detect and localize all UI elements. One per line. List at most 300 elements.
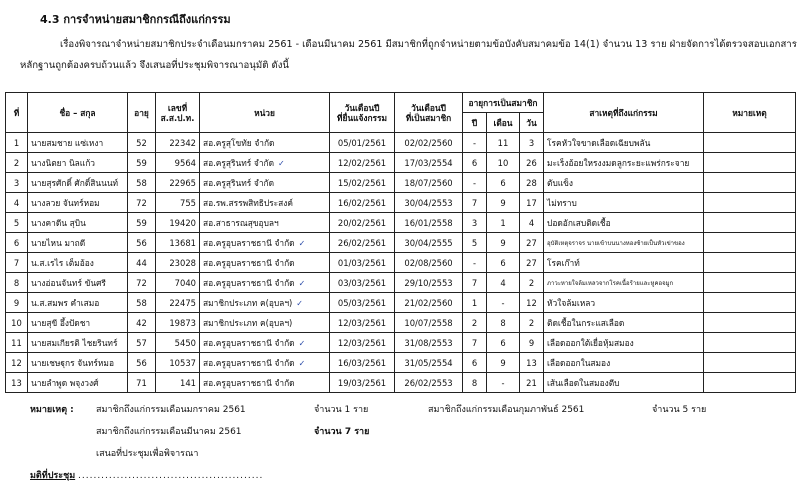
cell-months-text: 9 (500, 357, 506, 368)
cell-age (128, 253, 156, 273)
cell-age-text: 56 (136, 237, 147, 248)
cell-unit (200, 173, 330, 193)
cell-apply-date (330, 213, 395, 233)
cell-years-text: 6 (471, 157, 478, 168)
cell-days-text: 3 (528, 137, 535, 148)
cell-cause (544, 293, 704, 313)
notes-jan-text: สมาชิกถึงแก่กรรมเดือนมกราคม 2561 (96, 405, 246, 415)
cell-remark (704, 153, 796, 173)
cell-days (520, 253, 544, 273)
cell-member-no-text: 5450 (174, 337, 196, 348)
cell-apply-date (330, 333, 395, 353)
cell-unit-text: สมาชิกประเภท ค(อุบลฯ) (203, 317, 293, 328)
cell-member-no-text: 9564 (174, 157, 196, 168)
checkmark-icon: ✓ (296, 298, 303, 308)
cell-member-no-text: 141 (180, 377, 196, 388)
cell-age (128, 133, 156, 153)
cell-days-text: 27 (526, 237, 537, 248)
header-remark: หมายเหตุ (704, 93, 796, 133)
cell-years-text: 5 (471, 237, 478, 248)
cell-no (6, 213, 28, 233)
cell-member-no-text: 13681 (169, 237, 196, 248)
cell-join-date-text: 31/08/2553 (404, 337, 453, 348)
cell-apply-date (330, 273, 395, 293)
cell-days (520, 153, 544, 173)
table-row (6, 333, 796, 353)
cell-months-text: 4 (500, 277, 506, 288)
cell-no (6, 193, 28, 213)
table-row (6, 313, 796, 333)
cell-apply-date-text: 26/02/2561 (337, 237, 387, 248)
cell-name (28, 153, 128, 173)
cell-cause (544, 333, 704, 353)
cell-apply-date (330, 133, 395, 153)
cell-days-text: 28 (526, 177, 537, 188)
table-row (6, 233, 796, 253)
notes-mar-count: จำนวน 7 ราย (314, 427, 370, 437)
cell-days-text: 26 (526, 157, 537, 168)
cell-join-date-text: 30/04/2553 (404, 197, 453, 208)
cell-age-text: 71 (136, 377, 147, 388)
cell-years (463, 293, 487, 313)
cell-age-text: 72 (136, 277, 147, 288)
cell-months-text: 6 (500, 177, 506, 188)
cell-no (6, 233, 28, 253)
cell-apply-date (330, 253, 395, 273)
cell-years (463, 333, 487, 353)
cell-unit-text: สอ.ครูอุบลราชธานี จำกัด (203, 257, 295, 268)
resolution (30, 468, 263, 482)
cell-cause-text: หัวใจล้มเหลว (547, 297, 596, 308)
cell-months-text: 10 (497, 157, 509, 168)
cell-join-date (395, 173, 463, 193)
cell-unit-text: สอ.ครูอุบลราชธานี จำกัด (203, 337, 295, 348)
header-join-line1: วันเดือนปี (411, 102, 446, 113)
header-join-line2: ที่เป็นสมาชิก (405, 112, 452, 123)
cell-name (28, 253, 128, 273)
checkmark-icon: ✓ (298, 358, 306, 368)
cell-join-date (395, 273, 463, 293)
checkmark-icon: ✓ (298, 278, 306, 288)
cell-name (28, 273, 128, 293)
cell-remark (704, 213, 796, 233)
table-row (6, 293, 796, 313)
cell-apply-date (330, 353, 395, 373)
cell-no-text: 5 (13, 217, 20, 228)
cell-join-date (395, 253, 463, 273)
cell-years (463, 193, 487, 213)
table-row (6, 353, 796, 373)
cell-apply-date-text: 01/03/2561 (337, 257, 387, 268)
cell-unit-text: สอ.ครูอุบลราชธานี จำกัด (203, 237, 295, 248)
cell-months-text: 6 (500, 337, 506, 348)
cell-cause-text: โรคเก๊าท์ (547, 257, 580, 268)
cell-years (463, 273, 487, 293)
cell-age (128, 153, 156, 173)
cell-join-date-text: 30/04/2555 (404, 237, 453, 248)
cell-no-text: 11 (11, 337, 22, 348)
cell-cause-text: ไม่ทราบ (547, 197, 577, 208)
cell-name-text: นายลำพูด พจุงวงศ์ (31, 377, 99, 388)
proposal-text: เสนอที่ประชุมเพื่อพิจารณา (96, 449, 199, 459)
table-row (6, 373, 796, 393)
table-row (6, 253, 796, 273)
cell-cause-text: ปอดอักเสบติดเชื้อ (547, 217, 611, 228)
table-body (6, 133, 796, 393)
header-apply-line2: ที่ยื่นแจ้งกรรม (336, 112, 388, 123)
cell-name (28, 293, 128, 313)
cell-months (487, 333, 520, 353)
header-join-date (395, 93, 463, 133)
cell-age-text: 42 (136, 317, 147, 328)
cell-months-text: 8 (500, 317, 506, 328)
table-header-row (6, 93, 796, 113)
cell-apply-date-text: 03/03/2561 (337, 277, 387, 288)
cell-unit-text: สอ.รพ.สรรพสิทธิประสงค์ (203, 197, 293, 208)
cell-years-text: 6 (471, 357, 478, 368)
cell-cause-text: ติดเชื้อในกระแสเลือด (547, 317, 625, 328)
header-days: วัน (520, 113, 544, 133)
cell-apply-date-text: 12/03/2561 (337, 337, 387, 348)
cell-apply-date-text: 16/03/2561 (337, 357, 387, 368)
cell-days-text: 27 (526, 257, 537, 268)
cell-months (487, 353, 520, 373)
cell-months (487, 313, 520, 333)
cell-name-text: นายไหน มาถดี (31, 237, 86, 248)
cell-cause (544, 273, 704, 293)
cell-years (463, 253, 487, 273)
cell-member-no-text: 23028 (169, 257, 196, 268)
cell-age (128, 333, 156, 353)
resolution-dots: ................................................ (78, 471, 264, 481)
cell-no-text: 12 (11, 357, 22, 368)
cell-join-date-text: 31/05/2554 (404, 357, 453, 368)
header-no: ที่ (6, 93, 28, 133)
header-months: เดือน (487, 113, 520, 133)
cell-no (6, 273, 28, 293)
cell-no (6, 153, 28, 173)
cell-no-text: 4 (13, 197, 20, 208)
cell-join-date (395, 373, 463, 393)
cell-remark (704, 313, 796, 333)
cell-age-text: 52 (136, 137, 147, 148)
cell-member-no (156, 133, 200, 153)
table-row (6, 133, 796, 153)
notes-feb-text: สมาชิกถึงแก่กรรมเดือนกุมภาพันธ์ 2561 (428, 405, 585, 415)
cell-years-text: 1 (471, 297, 478, 308)
cell-months-text: 6 (500, 257, 506, 268)
cell-months (487, 133, 520, 153)
cell-age (128, 353, 156, 373)
cell-remark (704, 253, 796, 273)
cell-no (6, 313, 28, 333)
cell-apply-date (330, 313, 395, 333)
cell-join-date-text: 02/02/2560 (404, 137, 453, 148)
cell-months (487, 233, 520, 253)
cell-name-text: นายเชษฐุกร จันทร์หมอ (31, 357, 114, 368)
cell-name (28, 353, 128, 373)
cell-days (520, 233, 544, 253)
cell-days-text: 12 (526, 297, 537, 308)
cell-years-text: 2 (471, 317, 478, 328)
cell-unit-text: สมาชิกประเภท ค(อุบลฯ) (203, 297, 293, 308)
cell-join-date (395, 233, 463, 253)
cell-join-date (395, 333, 463, 353)
cell-name (28, 233, 128, 253)
cell-days (520, 193, 544, 213)
cell-years (463, 353, 487, 373)
cell-no (6, 333, 28, 353)
cell-years-text: 3 (471, 217, 478, 228)
cell-age-text: 59 (136, 217, 147, 228)
cell-cause (544, 353, 704, 373)
cell-remark (704, 293, 796, 313)
cell-member-no-text: 19420 (169, 217, 196, 228)
cell-member-no-text: 22965 (169, 177, 196, 188)
cell-age-text: 59 (136, 157, 147, 168)
cell-days-text: 4 (528, 217, 535, 228)
cell-apply-date (330, 173, 395, 193)
cell-unit (200, 313, 330, 333)
cell-member-no (156, 193, 200, 213)
cell-months (487, 253, 520, 273)
cell-months-text: 11 (497, 137, 509, 148)
cell-years (463, 133, 487, 153)
notes-mar-text: สมาชิกถึงแก่กรรมเดือนมีนาคม 2561 (96, 427, 242, 437)
cell-name-text: นางคาดีน สุบิน (31, 217, 86, 228)
cell-name (28, 213, 128, 233)
cell-days-text: 13 (526, 357, 537, 368)
cell-cause-text: ตับแข็ง (547, 177, 573, 188)
cell-join-date-text: 17/03/2554 (404, 157, 453, 168)
cell-name (28, 373, 128, 393)
cell-no (6, 373, 28, 393)
cell-join-date-text: 16/01/2558 (404, 217, 453, 228)
cell-name (28, 193, 128, 213)
header-member-no-line2: ส.ส.ป.ท. (160, 112, 195, 123)
cell-months (487, 373, 520, 393)
cell-age (128, 173, 156, 193)
cell-days (520, 373, 544, 393)
cell-days (520, 293, 544, 313)
cell-days (520, 273, 544, 293)
notes-feb-count: จำนวน 5 ราย (652, 405, 707, 415)
cell-name-text: น.ส.เรไร เต็มอ้อง (31, 257, 94, 268)
cell-member-no (156, 213, 200, 233)
cell-days-text: 21 (526, 377, 537, 388)
cell-unit (200, 293, 330, 313)
header-age: อายุ (128, 93, 156, 133)
cell-unit (200, 373, 330, 393)
cell-days-text: 2 (528, 277, 535, 288)
cell-months (487, 293, 520, 313)
cell-years-text: 7 (471, 277, 478, 288)
cell-no-text: 7 (13, 257, 20, 268)
cell-name (28, 173, 128, 193)
cell-no-text: 13 (11, 377, 22, 388)
cell-months (487, 193, 520, 213)
cell-name-text: นางลวย จันทร์หอม (31, 197, 100, 208)
cell-name-text: นายสุรศักดิ์ ศักดิ์สินนนท์ (31, 177, 119, 188)
cell-apply-date (330, 293, 395, 313)
cell-remark (704, 333, 796, 353)
cell-unit-text: สอ.ครูสุรินทร์ จำกัด (203, 177, 275, 188)
header-member-no-line1: เลขที่ (167, 102, 188, 113)
cell-years (463, 313, 487, 333)
cell-days (520, 313, 544, 333)
cell-no-text: 8 (13, 277, 20, 288)
cell-join-date (395, 133, 463, 153)
cell-age (128, 213, 156, 233)
cell-apply-date-text: 15/02/2561 (337, 177, 387, 188)
notes-label: หมายเหตุ : (30, 405, 74, 415)
cell-no-text: 3 (13, 177, 20, 188)
cell-days (520, 133, 544, 153)
cell-remark (704, 173, 796, 193)
cell-join-date (395, 313, 463, 333)
cell-age-text: 56 (136, 357, 147, 368)
cell-years-text: - (472, 257, 477, 268)
cell-unit-text: สอ.ครูอุบลราชธานี จำกัด (203, 377, 295, 388)
cell-member-no-text: 755 (180, 197, 196, 208)
cell-days (520, 173, 544, 193)
cell-member-no-text: 7040 (174, 277, 196, 288)
cell-cause-text: อุบัติเหตุจราจร นายเข้าบนนางหองซ้ายเป็นหัวเข่าของ (547, 239, 685, 247)
cell-member-no (156, 173, 200, 193)
cell-years (463, 373, 487, 393)
cell-no (6, 253, 28, 273)
cell-days-text: 17 (526, 197, 537, 208)
cell-age-text: 72 (136, 197, 147, 208)
cell-name-text: นางนิตยา นิลแก้ว (31, 157, 95, 168)
cell-apply-date-text: 19/03/2561 (337, 377, 387, 388)
header-years: ปี (463, 113, 487, 133)
cell-cause (544, 233, 704, 253)
cell-unit (200, 213, 330, 233)
cell-months-text: - (501, 297, 505, 308)
cell-age-text: 44 (136, 257, 147, 268)
cell-unit-text: สอ.สาธารณสุขอุบลฯ (203, 217, 279, 228)
cell-join-date (395, 153, 463, 173)
cell-unit (200, 333, 330, 353)
cell-join-date-text: 26/02/2553 (404, 377, 453, 388)
cell-years-text: 7 (471, 337, 478, 348)
cell-age (128, 313, 156, 333)
cell-join-date (395, 293, 463, 313)
header-member-no (156, 93, 200, 133)
cell-apply-date-text: 20/02/2561 (337, 217, 387, 228)
cell-apply-date-text: 16/02/2561 (337, 197, 387, 208)
cell-cause (544, 213, 704, 233)
cell-member-no (156, 293, 200, 313)
cell-unit (200, 273, 330, 293)
header-unit: หน่วย (200, 93, 330, 133)
cell-remark (704, 233, 796, 253)
cell-years (463, 213, 487, 233)
cell-years (463, 233, 487, 253)
cell-member-no (156, 273, 200, 293)
cell-unit (200, 133, 330, 153)
cell-unit-text: สอ.ครูอุบลราชธานี จำกัด (203, 277, 295, 288)
cell-member-no (156, 333, 200, 353)
cell-months-text: - (501, 377, 505, 388)
cell-cause (544, 373, 704, 393)
cell-years-text: 7 (471, 197, 478, 208)
cell-member-no-text: 10537 (169, 357, 196, 368)
cell-remark (704, 353, 796, 373)
cell-member-no (156, 233, 200, 253)
cell-cause (544, 313, 704, 333)
cell-days (520, 213, 544, 233)
cell-name-text: นายสมเกียรติ ไชยรินทร์ (31, 337, 118, 348)
cell-no-text: 10 (11, 317, 22, 328)
cell-age (128, 233, 156, 253)
cell-cause-text: มะเร็งอ้อยใหรงงมดลูกระยะแพร่กระจาย (547, 157, 690, 168)
table-row (6, 273, 796, 293)
cell-age (128, 293, 156, 313)
cell-no (6, 133, 28, 153)
cell-age (128, 193, 156, 213)
cell-unit (200, 253, 330, 273)
cell-remark (704, 273, 796, 293)
cell-name (28, 333, 128, 353)
cell-age-text: 58 (136, 297, 147, 308)
cell-member-no-text: 22342 (169, 137, 196, 148)
header-apply-line1: วันเดือนปี (344, 102, 380, 113)
header-cause: สาเหตุที่ถึงแก่กรรม (544, 93, 704, 133)
cell-unit (200, 153, 330, 173)
cell-no (6, 173, 28, 193)
cell-unit-text: สอ.ครูอุบลราชธานี จำกัด (203, 357, 295, 368)
cell-apply-date-text: 05/01/2561 (337, 137, 387, 148)
cell-remark (704, 373, 796, 393)
cell-months-text: 1 (500, 217, 506, 228)
cell-join-date-text: 29/10/2553 (404, 277, 453, 288)
cell-months (487, 213, 520, 233)
cell-join-date-text: 02/08/2560 (404, 257, 453, 268)
cell-cause-text: ภาวะหายใจล้มเหลวจากโรคเนื้อร้ายและหูคอจมูก (547, 279, 674, 287)
cell-apply-date (330, 373, 395, 393)
cell-years-text: - (472, 177, 477, 188)
cell-name-text: นายสมชาย แซ่เหงา (31, 137, 104, 148)
cell-unit-text: สอ.ครูสุโขทัย จำกัด (203, 137, 275, 148)
cell-member-no (156, 313, 200, 333)
cell-no-text: 9 (13, 297, 20, 308)
cell-cause (544, 193, 704, 213)
intro-line-2: หลักฐานถูกต้องครบถ้วนแล้ว จึงเสนอที่ประชุมพิจารณาอนุมัติ ดังนี้ (20, 60, 289, 71)
cell-apply-date-text: 12/02/2561 (337, 157, 387, 168)
intro-paragraph (20, 34, 797, 76)
section-heading: 4.3 การจำหน่ายสมาชิกกรณีถึงแก่กรรม (40, 13, 231, 26)
intro-line-1: เรื่องพิจารณาจำหน่ายสมาชิกประจำเดือนมกราคม 2561 - เดือนมีนาคม 2561 มีสมาชิกที่ถูกจำหน่ายตามข้อบังคับสมาคมข้อ 14(1) จำนวน 13 ราย ฝ่ายจัดการได้ตรวจสอบเอกสาร (60, 39, 797, 50)
cell-years (463, 153, 487, 173)
cell-cause (544, 133, 704, 153)
cell-age (128, 273, 156, 293)
table-row (6, 193, 796, 213)
cell-no-text: 6 (13, 237, 20, 248)
cell-age (128, 373, 156, 393)
cell-months (487, 273, 520, 293)
cell-remark (704, 133, 796, 153)
cell-apply-date-text: 05/03/2561 (337, 297, 387, 308)
table-row (6, 213, 796, 233)
cell-cause-text: โรคหัวใจขาดเลือดเฉียบพลัน (547, 137, 651, 148)
header-apply-date (330, 93, 395, 133)
cell-days (520, 333, 544, 353)
cell-unit (200, 193, 330, 213)
cell-months-text: 9 (500, 237, 506, 248)
cell-cause-text: เลือดออกในสมอง (547, 357, 611, 368)
